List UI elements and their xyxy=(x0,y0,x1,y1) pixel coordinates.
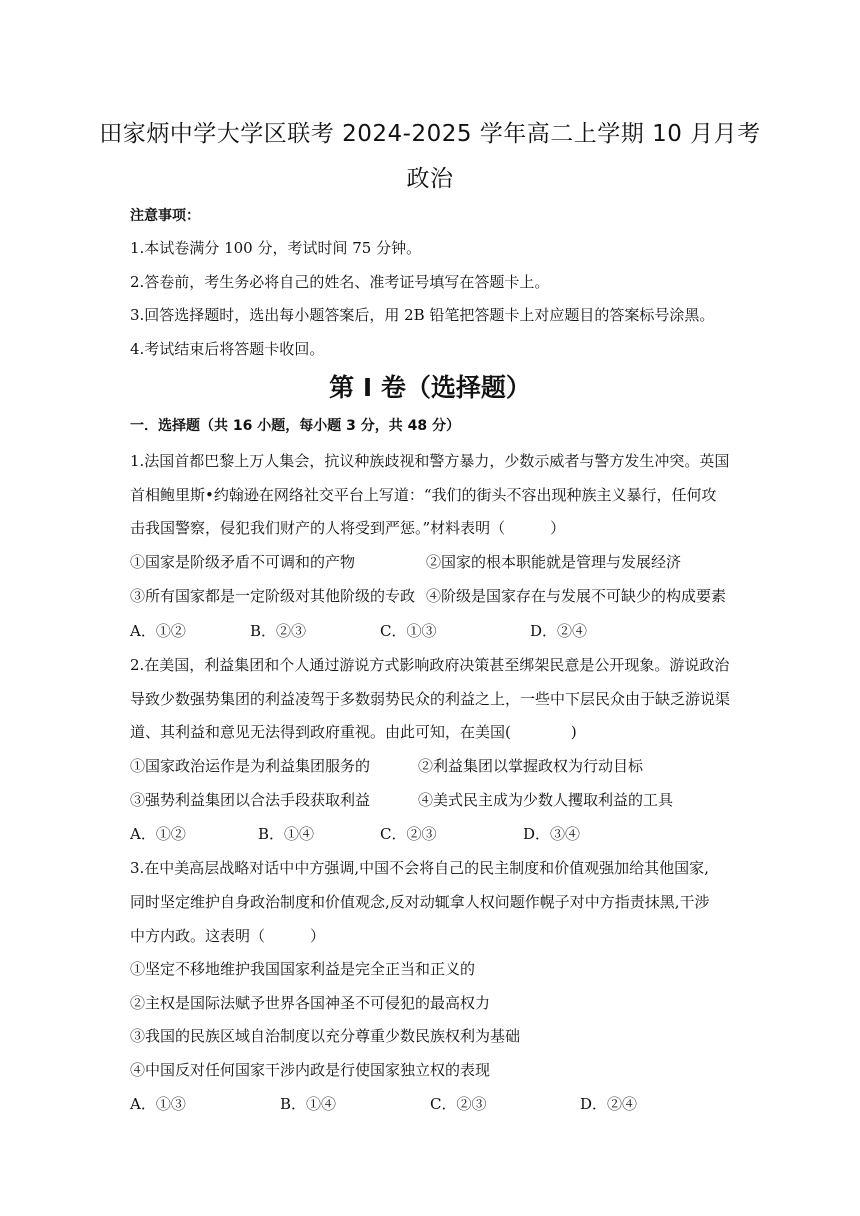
statement: ④中国反对任何国家干涉内政是行使国家独立权的表现 xyxy=(130,1061,491,1079)
option-c[interactable]: C．①③ xyxy=(380,622,437,640)
section-title: 第 I 卷（选择题） xyxy=(329,373,531,402)
subject-title: 政治 xyxy=(406,166,454,192)
exam-title: 田家炳中学大学区联考 2024-2025 学年高二上学期 10 月月考 xyxy=(99,121,761,147)
question-stem-line: 击我国警察，侵犯我们财产的人将受到严惩。”材料表明（ ） xyxy=(130,519,566,537)
option-d[interactable]: D．③④ xyxy=(523,825,581,843)
statement: ②利益集团以掌握政权为行动目标 xyxy=(418,757,644,775)
option-b[interactable]: B．①④ xyxy=(280,1095,337,1113)
statement: ①国家是阶级矛盾不可调和的产物 xyxy=(130,553,356,571)
question-stem-line: 同时坚定维护自身政治制度和价值观念,反对动辄拿人权问题作幌子对中方指责抹黑,干涉 xyxy=(130,893,710,911)
option-a[interactable]: A．①② xyxy=(130,825,186,843)
option-b[interactable]: B．①④ xyxy=(258,825,315,843)
statement: ①国家政治运作是为利益集团服务的 xyxy=(130,757,371,775)
option-a[interactable]: A．①③ xyxy=(130,1095,186,1113)
statement-row xyxy=(130,789,740,811)
statement: ③我国的民族区域自治制度以充分尊重少数民族权利为基础 xyxy=(130,1027,521,1045)
option-d[interactable]: D．②④ xyxy=(530,622,588,640)
statement: ②主权是国际法赋予世界各国神圣不可侵犯的最高权力 xyxy=(130,994,491,1012)
statement: ③所有国家都是一定阶级对其他阶级的专政 xyxy=(130,587,416,605)
statement: ①坚定不移地维护我国国家利益是完全正当和正义的 xyxy=(130,960,476,978)
question-stem-line: 2.在美国，利益集团和个人通过游说方式影响政府决策甚至绑架民意是公开现象。游说政治 xyxy=(130,656,730,674)
option-b[interactable]: B．②③ xyxy=(250,622,307,640)
answer-options xyxy=(130,823,730,845)
option-c[interactable]: C．②③ xyxy=(380,825,437,843)
notice-item: 3.回答选择题时，选出每小题答案后，用 2B 铅笔把答题卡上对应题目的答案标号涂黑。 xyxy=(130,306,715,324)
part-heading: 一．选择题（共 16 小题，每小题 3 分，共 48 分） xyxy=(130,418,460,434)
question-stem-line: 3.在中美高层战略对话中中方强调,中国不会将自己的民主制度和价值观强加给其他国家, xyxy=(130,859,709,877)
question-stem-line: 道、其利益和意见无法得到政府重视。由此可知，在美国( ) xyxy=(130,723,577,741)
statement: ④阶级是国家存在与发展不可缺少的构成要素 xyxy=(426,587,727,605)
notice-item: 2.答卷前，考生务必将自己的姓名、准考证号填写在答题卡上。 xyxy=(130,273,550,291)
option-a[interactable]: A．①② xyxy=(130,622,186,640)
notice-item: 4.考试结束后将答题卡收回。 xyxy=(130,340,325,358)
option-d[interactable]: D．②④ xyxy=(580,1095,638,1113)
statement-row xyxy=(130,551,740,573)
statement-row xyxy=(130,755,740,777)
notice-heading: 注意事项： xyxy=(130,208,200,224)
question-stem-line: 中方内政。这表明（ ） xyxy=(130,927,326,945)
question-stem-line: 导致少数强势集团的利益凌驾于多数弱势民众的利益之上，一些中下层民众由于缺乏游说渠 xyxy=(130,690,731,708)
answer-options xyxy=(130,1093,730,1115)
question-stem-line: 1.法国首都巴黎上万人集会，抗议种族歧视和警方暴力，少数示威者与警方发生冲突。英国 xyxy=(130,452,730,470)
statement: ②国家的根本职能就是管理与发展经济 xyxy=(426,553,682,571)
answer-options xyxy=(130,620,730,642)
statement: ③强势利益集团以合法手段获取利益 xyxy=(130,791,371,809)
notice-item: 1.本试卷满分 100 分，考试时间 75 分钟。 xyxy=(130,239,422,257)
option-c[interactable]: C．②③ xyxy=(430,1095,487,1113)
question-stem-line: 首相鲍里斯•约翰逊在网络社交平台上写道：“我们的街头不容出现种族主义暴行，任何攻 xyxy=(130,486,717,504)
statement: ④美式民主成为少数人攫取利益的工具 xyxy=(418,791,674,809)
statement-row xyxy=(130,585,740,607)
